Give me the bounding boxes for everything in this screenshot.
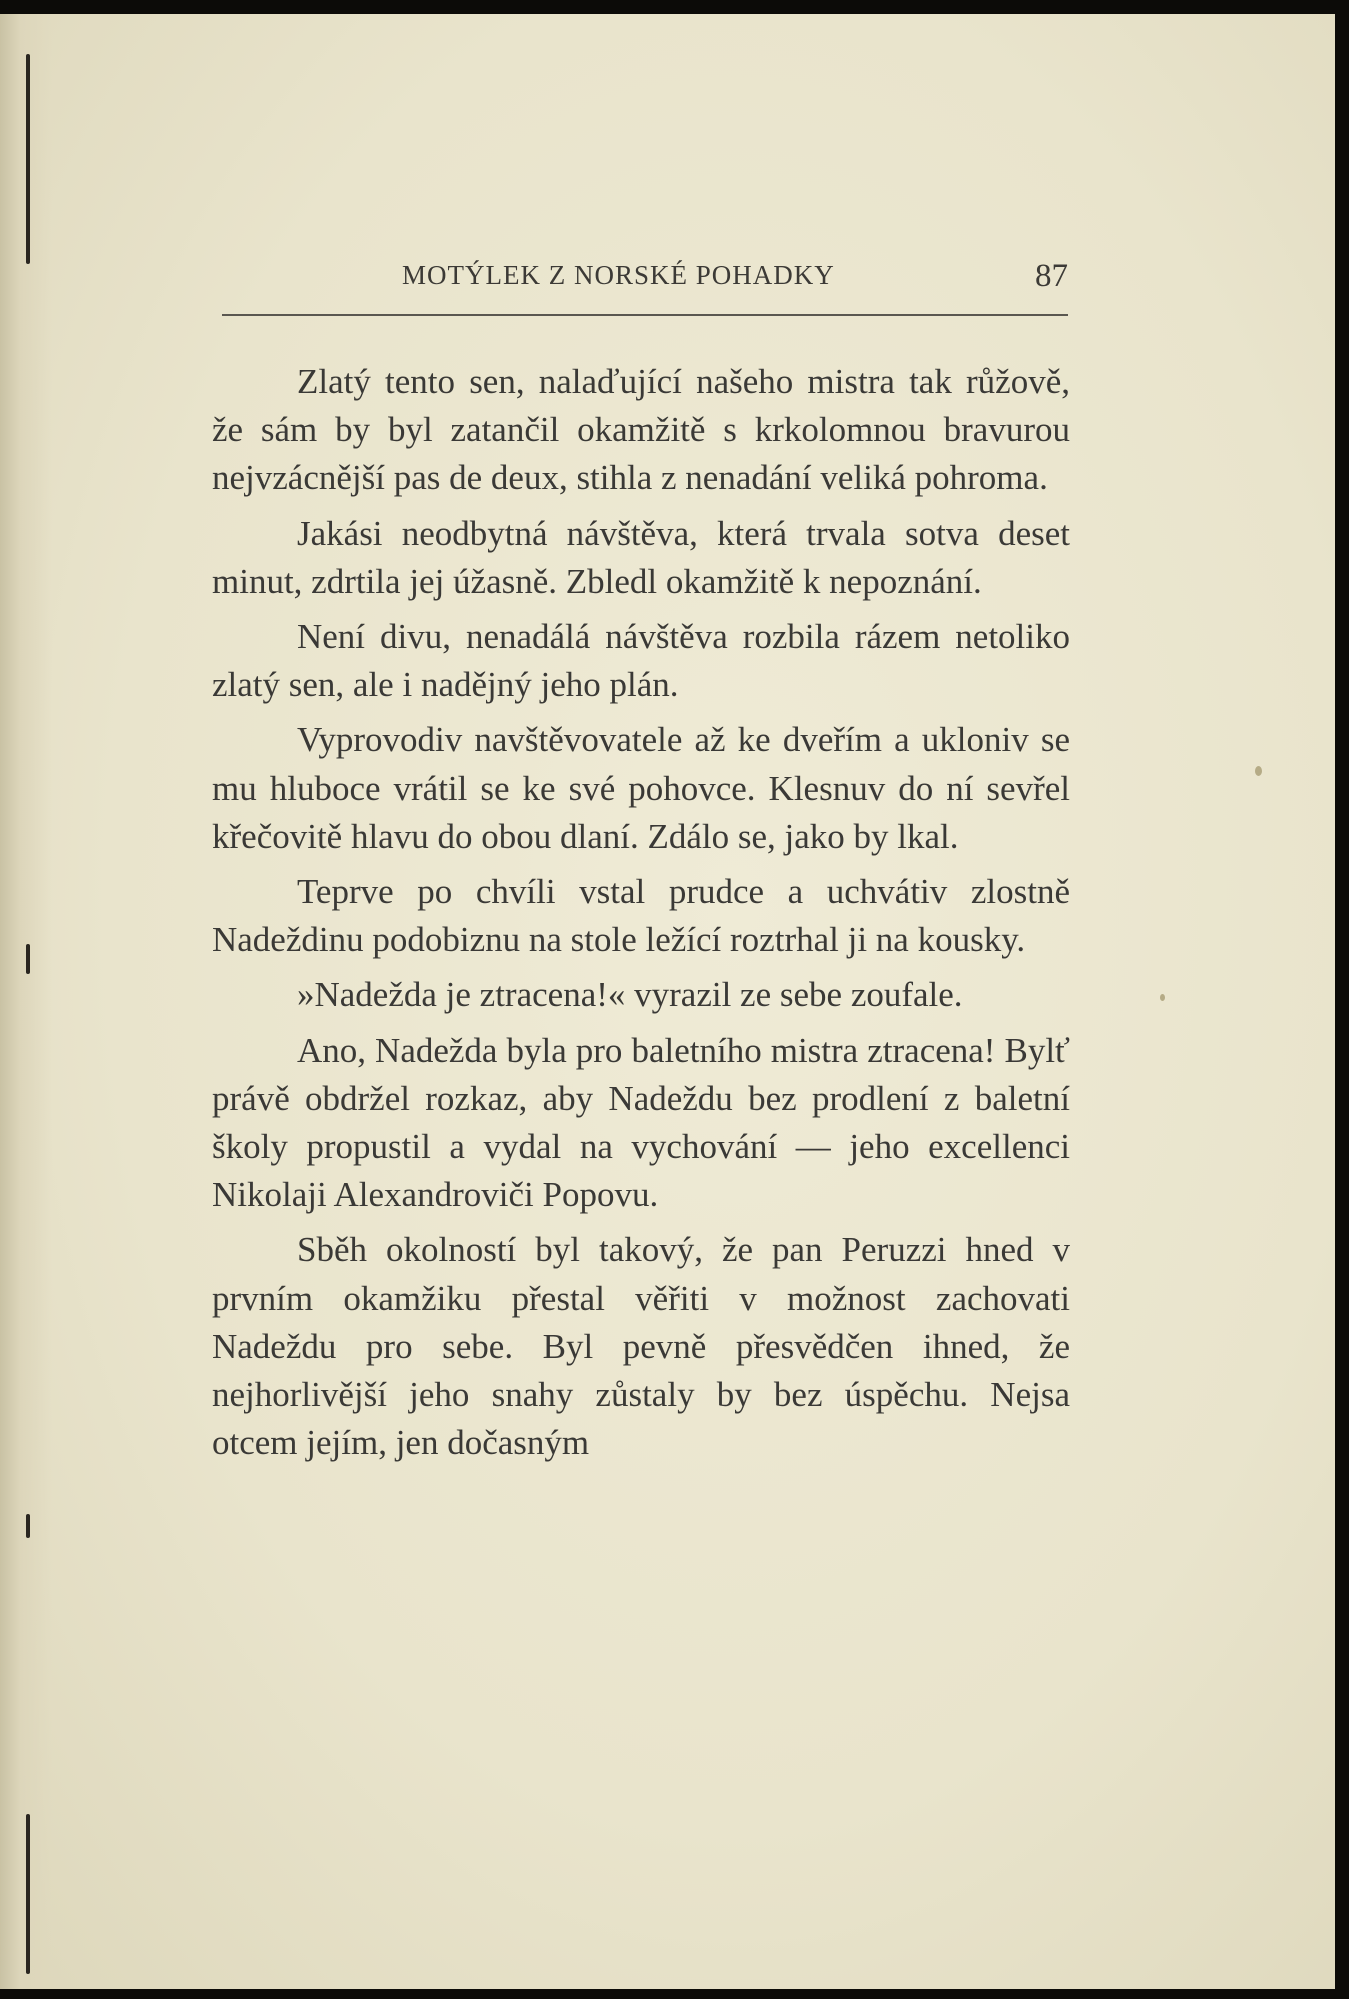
page-number: 87 <box>1035 258 1068 294</box>
spine-mark <box>26 1514 30 1538</box>
body-text <box>212 358 1070 1474</box>
spine-mark <box>26 1814 30 1974</box>
paragraph: Jakási neodbytná návštěva, která trvala sotva deset minut, zdrtila jej úžasně. Zbledl okamžitě k nepoznání. <box>212 513 1070 601</box>
spine-mark <box>26 944 30 974</box>
paragraph: Zlatý tento sen, nalaďující našeho mistra tak růžově, že sám by byl zatančil okamžitě s krkolomnou bravurou nejvzácnější pas de deux, stihla z nenadání veliká pohroma. <box>212 362 1070 498</box>
paragraph: Ano, Nadežda byla pro baletního mistra ztracena! Bylť právě obdržel rozkaz, aby Nadeždu bez prodlení z baletní školy propustil a vydal na vychování — jeho excellenci Nikolaji Alexandroviči Popovu. <box>212 1030 1070 1215</box>
book-page <box>0 14 1335 1989</box>
book-spine-shadow <box>0 14 52 1989</box>
paragraph: Vyprovodiv navštěvovatele až ke dveřím a ukloniv se mu hluboce vrátil se ke své pohovce. Klesnuv do ní sevřel křečovitě hlavu do obou dlaní. Zdálo se, jako by lkal. <box>212 720 1070 856</box>
paragraph: »Nadežda je ztracena!« vyrazil ze sebe zoufale. <box>297 975 963 1015</box>
paragraph: Teprve po chvíli vstal prudce a uchvátiv zlostně Nadeždinu podobiznu na stole ležící roztrhal ji na kousky. <box>212 872 1070 960</box>
header-rule <box>222 314 1068 316</box>
running-header <box>222 254 1068 306</box>
paragraph: Sběh okolností byl takový, že pan Peruzzi hned v prvním okamžiku přestal věřiti v možnost zachovati Nadeždu pro sebe. Byl pevně přesvědčen ihned, že nejhorlivější jeho snahy zůstaly by bez úspěchu. Nejsa otcem jejím, jen dočasným <box>212 1230 1070 1463</box>
running-title: MOTÝLEK Z NORSKÉ POHADKY <box>402 260 835 290</box>
paper-speck <box>1255 766 1262 776</box>
spine-mark <box>26 54 30 264</box>
paragraph: Není divu, nenadálá návštěva rozbila rázem netoliko zlatý sen, ale i nadějný jeho plán. <box>212 617 1070 705</box>
paper-speck <box>1160 994 1165 1001</box>
